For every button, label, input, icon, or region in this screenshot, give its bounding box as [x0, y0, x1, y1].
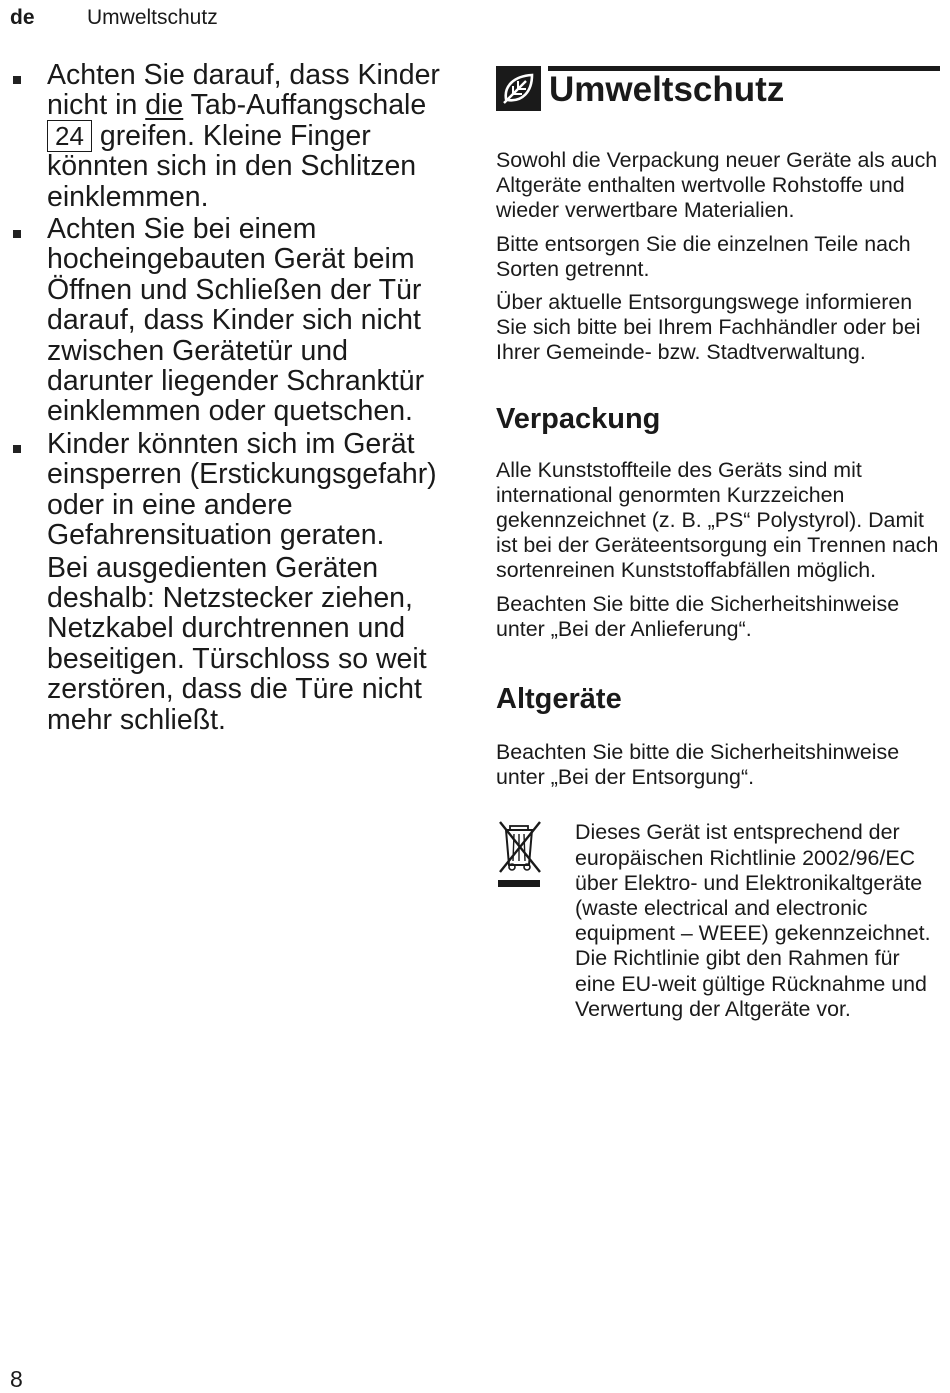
old-appliances-paragraph: Beachten Sie bitte die Sicherheitshinweise unter „Bei der Entsorgung“.	[496, 740, 900, 790]
intro-paragraph: Bitte entsorgen Sie die einzelnen Teile nach Sorten getrennt.	[496, 231, 911, 281]
intro-paragraph: Sowohl die Verpackung neuer Geräte als auch Altgeräte enthalten wertvolle Rohstoffe und wieder verwertbare Materialien.	[496, 148, 938, 223]
running-header-title: Umweltschutz	[87, 6, 218, 29]
leaf-icon	[496, 66, 541, 111]
crossed-out-bin-icon	[496, 820, 544, 890]
language-code: de	[10, 6, 35, 29]
packaging-note-paragraph: Beachten Sie bitte die Sicherheitshinweise unter „Bei der Anlieferung“.	[496, 591, 900, 641]
intro-paragraph: Über aktuelle Entsorgungswege informieren Sie sich bitte bei Ihrem Fachhändler oder bei Ihrer Gemeinde- bzw. Stadtverwaltung.	[496, 290, 921, 365]
list-item: Achten Sie darauf, dass Kinder nicht in die Tab-Auffangschale 24 greifen. Kleine Finger könnten sich in den Schlitzen einklemmen.	[10, 60, 460, 212]
section-header	[496, 66, 940, 136]
disposal-instruction-paragraph: Bei ausgedienten Geräten deshalb: Netzstecker ziehen, Netzkabel durchtrennen und beseitigen. Türschloss so weit zerstören, dass die Türe nicht mehr schließt.	[47, 551, 427, 736]
section-title: Umweltschutz	[549, 70, 785, 109]
packaging-paragraph: Alle Kunststoffteile des Geräts sind mit international genormten Kurzzeichen gekennzeichnet (z. B. „PS“ Polystyrol). Damit ist bei der Geräteentsorgung ein Trennen nach sortenreinen Kunststoffabfällen möglich.	[496, 457, 939, 583]
weee-notice	[496, 820, 940, 1022]
bullet-square-icon	[13, 445, 21, 453]
component-reference-box: 24	[47, 120, 92, 152]
subheading-altgeraete: Altgeräte	[496, 683, 622, 716]
underlined-word: die	[145, 89, 184, 122]
subheading-verpackung: Verpackung	[496, 402, 661, 435]
bullet-square-icon	[13, 76, 21, 84]
list-item: Achten Sie bei einem hocheingebauten Gerät beim Öffnen und Schließen der Tür darauf, dass Kinder sich nicht zwischen Gerätetür und darunter liegender Schranktür einklemmen oder quetschen.	[10, 214, 460, 427]
bullet-square-icon	[13, 230, 21, 238]
right-column	[496, 66, 940, 1022]
list-item: Kinder könnten sich im Gerät einsperren (Erstickungsgefahr) oder in eine andere Gefahrensituation geraten.	[10, 429, 460, 551]
page-number: 8	[10, 1366, 23, 1392]
weee-paragraph: Dieses Gerät ist entsprechend der europäischen Richtlinie 2002/96/EC über Elektro- und Elektronikaltgeräte (waste electrical and electronic equipment – WEEE) gekennzeichnet. Die Richtlinie gibt den Rahmen für eine EU-weit gültige Rücknahme und Verwertung der Altgeräte vor.	[575, 820, 931, 1021]
left-column	[10, 60, 460, 735]
